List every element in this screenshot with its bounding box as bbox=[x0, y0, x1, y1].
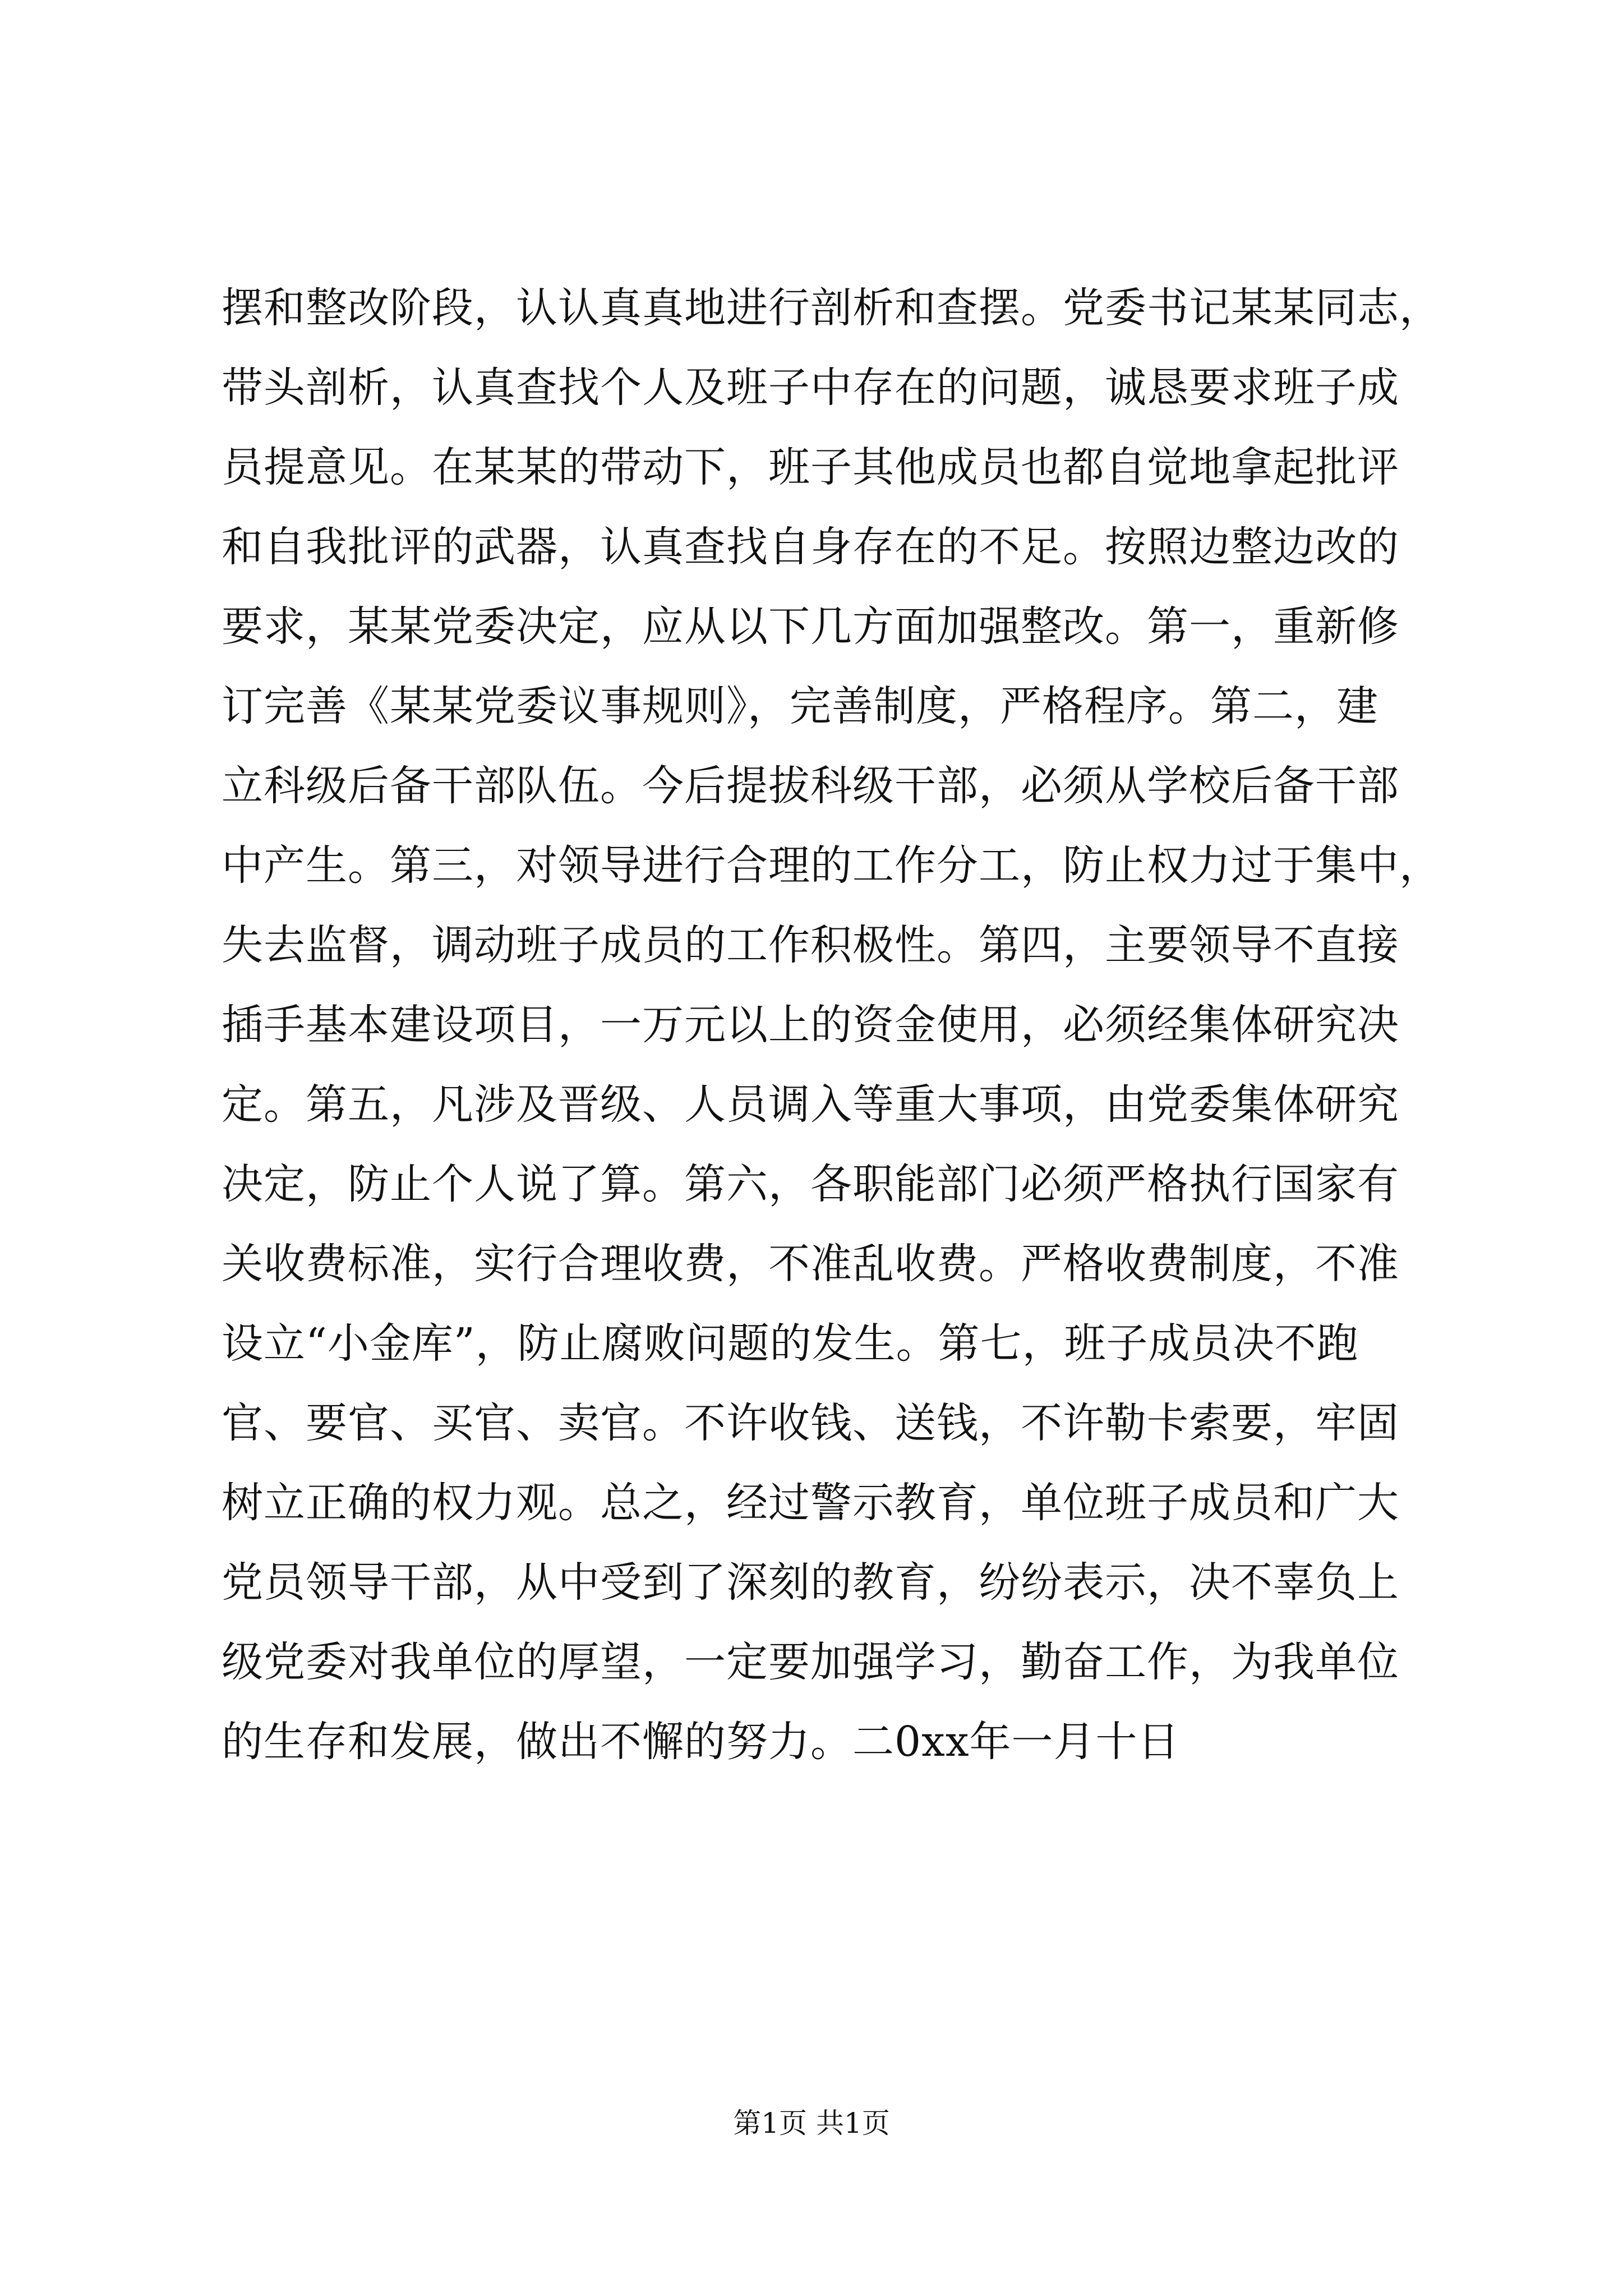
text-line: 级党委对我单位的厚望，一定要加强学习，勤奋工作，为我单位 bbox=[222, 1638, 1399, 1686]
text-line: 官、要官、买官、卖官。不许收钱、送钱，不许勒卡索要，牢固 bbox=[222, 1399, 1399, 1447]
text-line: 要求，某某党委决定，应从以下几方面加强整改。第一，重新修 bbox=[222, 602, 1399, 651]
text-line: 订完善《某某党委议事规则》，完善制度，严格程序。第二，建 bbox=[222, 682, 1378, 730]
text-line: 员提意见。在某某的带动下，班子其他成员也都自觉地拿起批评 bbox=[222, 443, 1399, 491]
text-line: 关收费标准，实行合理收费，不准乱收费。严格收费制度，不准 bbox=[222, 1240, 1399, 1288]
text-line: 失去监督，调动班子成员的工作积极性。第四，主要领导不直接 bbox=[222, 921, 1399, 969]
text-line: 立科级后备干部队伍。今后提拔科级干部，必须从学校后备干部 bbox=[222, 762, 1399, 810]
text-line: 决定，防止个人说了算。第六，各职能部门必须严格执行国家有 bbox=[222, 1160, 1399, 1208]
page-number-footer: 第1页 共1页 bbox=[733, 2107, 890, 2139]
text-line: 带头剖析，认真查找个人及班子中存在的问题，诚恳要求班子成 bbox=[222, 364, 1399, 412]
body-paragraph bbox=[222, 268, 1441, 1782]
text-line: 党员领导干部，从中受到了深刻的教育，纷纷表示，决不辜负上 bbox=[222, 1558, 1399, 1607]
text-line: 的生存和发展，做出不懈的努力。二0xx年一月十日 bbox=[222, 1718, 1180, 1766]
text-line: 中产生。第三，对领导进行合理的工作分工，防止权力过于集中， bbox=[222, 841, 1441, 890]
text-line: 定。第五，凡涉及晋级、人员调入等重大事项，由党委集体研究 bbox=[222, 1080, 1399, 1129]
text-line: 插手基本建设项目，一万元以上的资金使用，必须经集体研究决 bbox=[222, 1001, 1399, 1049]
text-line: 和自我批评的武器，认真查找自身存在的不足。按照边整边改的 bbox=[222, 523, 1399, 571]
text-line: 设立“小金库”，防止腐败问题的发生。第七，班子成员决不跑 bbox=[222, 1319, 1359, 1368]
text-line: 摆和整改阶段，认认真真地进行剖析和查摆。党委书记某某同志， bbox=[222, 284, 1441, 332]
text-line: 树立正确的权力观。总之，经过警示教育，单位班子成员和广大 bbox=[222, 1479, 1399, 1527]
